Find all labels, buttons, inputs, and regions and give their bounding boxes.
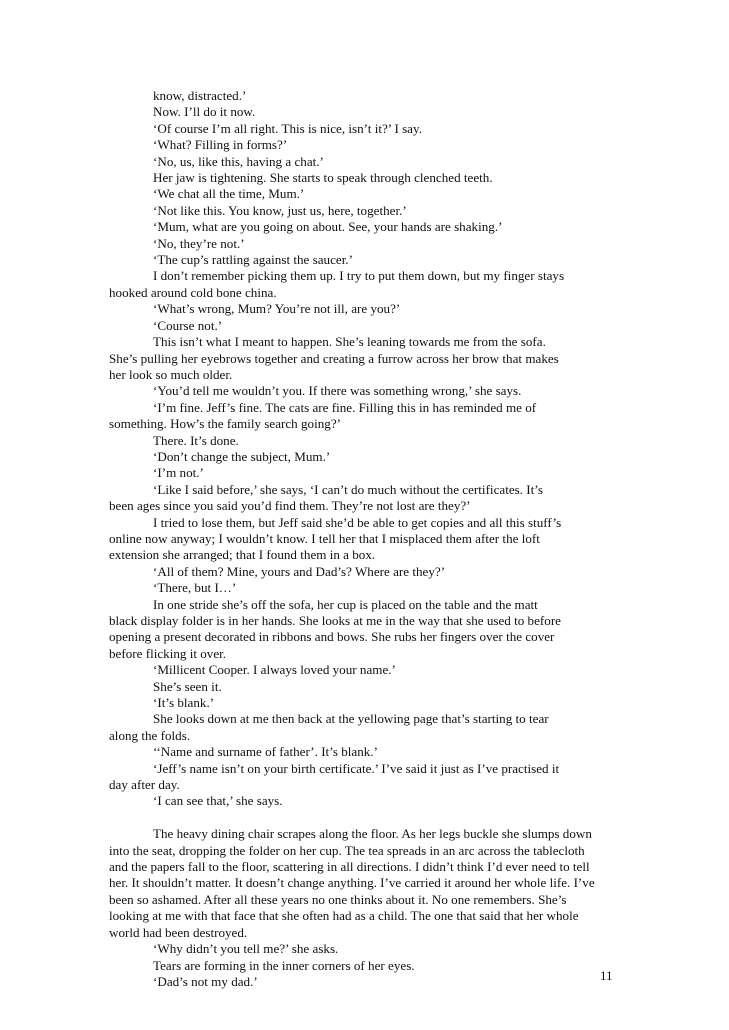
text-line: ‘There, but I…’ (153, 580, 237, 596)
text-line: ‘Mum, what are you going on about. See, your hands are shaking.’ (153, 219, 503, 235)
text-line: hooked around cold bone china. (109, 284, 277, 300)
text-line: into the seat, dropping the folder on her cup. The tea spreads in an arc across the tablecloth (109, 842, 585, 858)
text-line: ‘What’s wrong, Mum? You’re not ill, are you?’ (153, 301, 401, 317)
text-line: ‘Millicent Cooper. I always loved your name.’ (153, 662, 396, 678)
text-line: I don’t remember picking them up. I try to put them down, but my finger stays (153, 268, 565, 284)
text-line: Tears are forming in the inner corners of her eyes. (153, 957, 415, 973)
text-line: know, distracted.’ (153, 88, 247, 103)
body-text (109, 88, 615, 990)
text-line: The heavy dining chair scrapes along the floor. As her legs buckle she slumps down (153, 826, 592, 842)
text-line: ‘No, they’re not.’ (153, 235, 245, 251)
text-line: ‘I can see that,’ she says. (153, 793, 283, 809)
text-line: There. It’s done. (153, 432, 239, 448)
text-line: ‘What? Filling in forms?’ (153, 137, 288, 153)
text-line: been so ashamed. After all these years no one thinks about it. No one remembers. She’s (109, 891, 567, 907)
text-line: something. How’s the family search going?’ (109, 416, 341, 432)
text-line: her look so much older. (109, 366, 233, 382)
text-line: ‘We chat all the time, Mum.’ (153, 186, 305, 202)
text-line: She’s seen it. (153, 678, 222, 694)
text-line: ‘Why didn’t you tell me?’ she asks. (153, 941, 339, 957)
text-line: ‘No, us, like this, having a chat.’ (153, 153, 324, 169)
text-line: Her jaw is tightening. She starts to speak through clenched teeth. (153, 170, 493, 186)
text-line: ‘You’d tell me wouldn’t you. If there was something wrong,’ she says. (153, 383, 522, 399)
text-line: ‘It’s blank.’ (153, 695, 215, 711)
text-line: ‘I’m not.’ (153, 465, 204, 481)
text-line: ‘Dad’s not my dad.’ (153, 973, 258, 989)
text-line: ‘Not like this. You know, just us, here, together.’ (153, 202, 407, 218)
text-line: been ages since you said you’d find them. They’re not lost are they?’ (109, 498, 471, 514)
text-line: This isn’t what I meant to happen. She’s leaning towards me from the sofa. (153, 334, 546, 350)
text-line: ‘All of them? Mine, yours and Dad’s? Where are they?’ (153, 563, 446, 579)
text-line: world had been destroyed. (109, 924, 248, 940)
text-line: looking at me with that face that she often had as a child. The one that said that her whole (109, 908, 579, 924)
text-line: I tried to lose them, but Jeff said she’d be able to get copies and all this stuff’s (153, 514, 562, 530)
text-line: and the papers fall to the floor, scattering in all directions. I didn’t think I’d ever need to tell (109, 859, 590, 875)
text-line: ‘‘Name and surname of father’. It’s blank.’ (153, 744, 378, 760)
text-line: ‘Of course I’m all right. This is nice, isn’t it?’ I say. (153, 120, 422, 136)
text-line: extension she arranged; that I found them in a box. (109, 547, 376, 563)
text-line: ‘Jeff’s name isn’t on your birth certificate.’ I’ve said it just as I’ve practised it (153, 760, 560, 776)
text-line: ‘The cup’s rattling against the saucer.’ (153, 252, 353, 268)
text-line: In one stride she’s off the sofa, her cup is placed on the table and the matt (153, 596, 538, 612)
text-line: before flicking it over. (109, 645, 227, 661)
text-line: along the folds. (109, 727, 191, 743)
text-line: black display folder is in her hands. She looks at me in the way that she used to before (109, 613, 561, 628)
text-line: ‘I’m fine. Jeff’s fine. The cats are fine. Filling this in has reminded me of (153, 399, 537, 415)
text-line: Now. I’ll do it now. (153, 104, 256, 120)
paragraph-gap (109, 810, 615, 826)
text-line: online now anyway; I wouldn’t know. I tell her that I misplaced them after the loft (109, 530, 540, 546)
text-line: her. It shouldn’t matter. It doesn’t change anything. I’ve carried it around her whole life. I’ve (109, 875, 595, 891)
text-line: She looks down at me then back at the yellowing page that’s starting to tear (153, 711, 549, 727)
text-line: She’s pulling her eyebrows together and creating a furrow across her brow that makes (109, 350, 559, 366)
text-line: ‘Course not.’ (153, 317, 223, 333)
text-line: ‘Like I said before,’ she says, ‘I can’t do much without the certificates. It’s (153, 481, 544, 497)
text-line: day after day. (109, 777, 180, 793)
text-line: opening a present decorated in ribbons and bows. She rubs her fingers over the cover (109, 629, 555, 645)
page-number: 11 (600, 968, 613, 983)
text-line: ‘Don’t change the subject, Mum.’ (153, 448, 331, 464)
